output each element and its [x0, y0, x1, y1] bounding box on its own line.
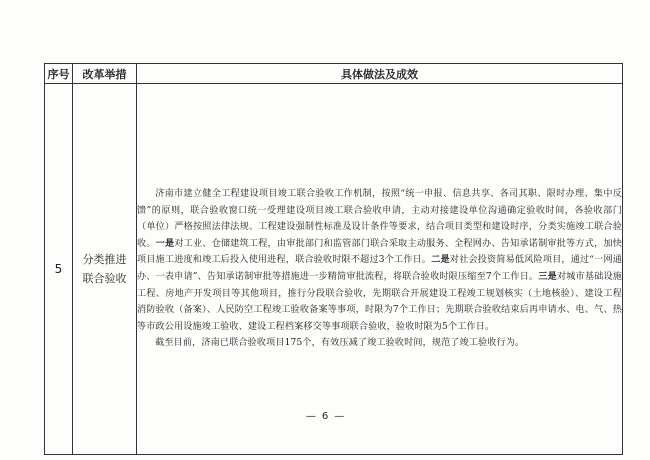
row-measure — [73, 84, 137, 455]
page-number: 6 — [321, 411, 329, 422]
row-seq: 5 — [45, 84, 73, 455]
details-paragraph-2: 截至目前，济南已联合验收项目175个，有效压减了竣工验收时间，规范了竣工验收行为。 — [155, 338, 525, 349]
point-marker-2: 二是 — [431, 254, 450, 266]
footer-dash-left: — — [305, 411, 316, 422]
point-marker-3: 三是 — [538, 271, 557, 282]
details-point-3: 对城市基础设施工程、房地产开发项目等其他项目，推行分段联合验收，先期联合开展建设工程竣工规划核实（土地核验）、建设工程消防验收（备案）、人民防空工程竣工验收备案等事项，时限为7个工作日；先期联合验收结束后再申请水、电、气、热等市政公用设施竣工验收、建设工程档案移交等事项联合验收，验收时限为5个工作日。 — [137, 272, 622, 332]
reform-measures-table — [44, 63, 623, 455]
point-marker-1: 一是 — [155, 237, 175, 249]
header-seq: 序号 — [45, 64, 73, 84]
table-row — [45, 84, 623, 455]
details-point-1: 对工业、仓储建筑工程，由审批部门和监管部门联合采取主动服务、全程网办、告知承诺制审批等方式，加快项目施工进度和竣工后投入使用进程，联合验收时限不超过3个工作日。 — [137, 238, 622, 266]
header-details: 具体做法及成效 — [137, 64, 623, 84]
table-header-row — [45, 64, 623, 84]
row-details — [137, 84, 623, 455]
header-measure: 改革举措 — [73, 64, 137, 84]
details-point-2: 对社会投资简易低风险项目，通过“一网通办、一表申请”、告知承诺制审批等措施进一步精简审批流程，将联合验收时限压缩至7个工作日。 — [137, 255, 623, 282]
measure-line-2: 联合验收 — [82, 272, 127, 285]
footer-dash-right: — — [334, 411, 345, 422]
measure-line-1: 分类推进 — [82, 253, 127, 266]
details-intro: 济南市建立健全工程建设项目竣工联合验收工作机制，按照“统一申报、信息共享、各司其职、限时办理、集中反馈”的原则，联合验收窗口统一受理建设项目竣工联合验收申请，主动对接建设单位沟通确定验收时间，各验收部门（单位）严格按照法律法规、工程建设强制性标准及设计条件等要求，结合项目类型和建设时序，分类实施竣工联合验收。 — [137, 189, 622, 249]
details-paragraph-1 — [137, 186, 622, 335]
page-footer — [0, 411, 650, 422]
